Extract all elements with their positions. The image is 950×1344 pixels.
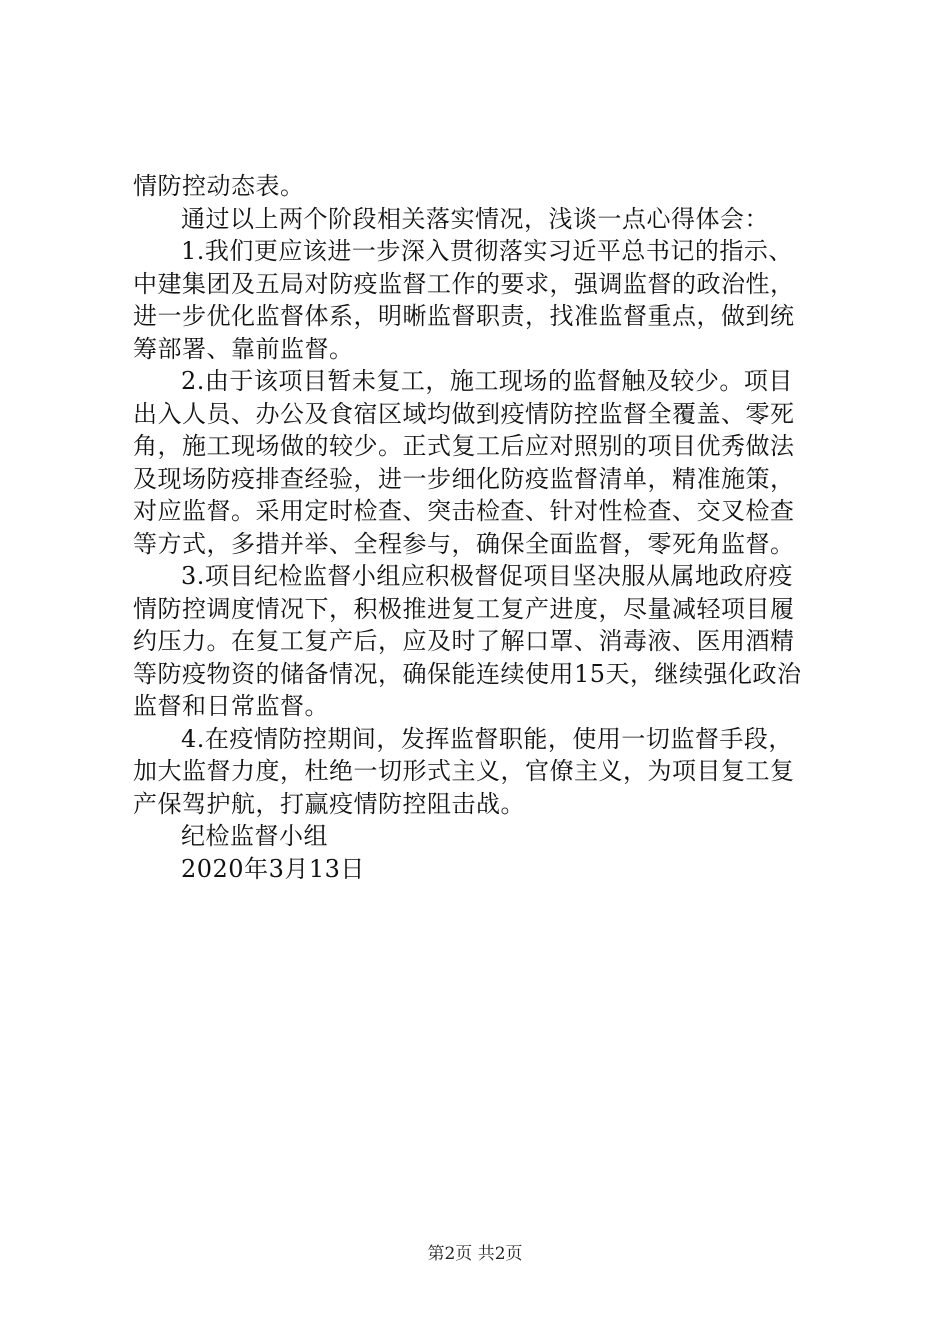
text-line: 2.由于该项目暂未复工，施工现场的监督触及较少。项目 xyxy=(181,367,793,395)
document-body xyxy=(133,170,833,885)
text-line: 监督和日常监督。 xyxy=(133,692,329,720)
text-line: 中建集团及五局对防疫监督工作的要求，强调监督的政治性， xyxy=(133,269,795,298)
text-line: 角，施工现场做的较少。正式复工后应对照别的项目优秀做法 xyxy=(133,432,795,460)
text-line: 进一步优化监督体系，明晰监督职责，找准监督重点，做到统 xyxy=(133,302,795,330)
text-line: 出入人员、办公及食宿区域均做到疫情防控监督全覆盖、零死 xyxy=(133,399,795,428)
text-line: 加大监督力度，杜绝一切形式主义，官僚主义，为项目复工复 xyxy=(133,757,795,785)
text-line: 情防控动态表。 xyxy=(133,172,305,200)
signature-org: 纪检监督小组 xyxy=(181,822,328,850)
text-line: 约压力。在复工复产后，应及时了解口罩、消毒液、医用酒精 xyxy=(133,627,795,655)
text-line: 3.项目纪检监督小组应积极督促项目坚决服从属地政府疫 xyxy=(181,562,793,590)
text-line: 产保驾护航，打赢疫情防控阻击战。 xyxy=(133,789,525,818)
text-line: 1.我们更应该进一步深入贯彻落实习近平总书记的指示、 xyxy=(181,237,793,265)
text-line: 情防控调度情况下，积极推进复工复产进度，尽量减轻项目履 xyxy=(133,594,795,623)
text-line: 等方式，多措并举、全程参与，确保全面监督，零死角监督。 xyxy=(133,529,795,558)
text-line: 对应监督。采用定时检查、突击检查、针对性检查、交叉检查 xyxy=(133,497,795,525)
page-number: 第2页 共2页 xyxy=(427,1244,523,1264)
text-line: 等防疫物资的储备情况，确保能连续使用15天，继续强化政治 xyxy=(133,659,802,688)
page-footer xyxy=(0,1244,950,1264)
signature-date: 2020年3月13日 xyxy=(181,854,365,883)
text-line: 4.在疫情防控期间，发挥监督职能，使用一切监督手段， xyxy=(181,724,793,753)
text-line: 筹部署、靠前监督。 xyxy=(133,334,354,363)
text-line: 通过以上两个阶段相关落实情况，浅谈一点心得体会： xyxy=(181,204,769,233)
text-line: 及现场防疫排查经验，进一步细化防疫监督清单，精准施策， xyxy=(133,464,795,493)
